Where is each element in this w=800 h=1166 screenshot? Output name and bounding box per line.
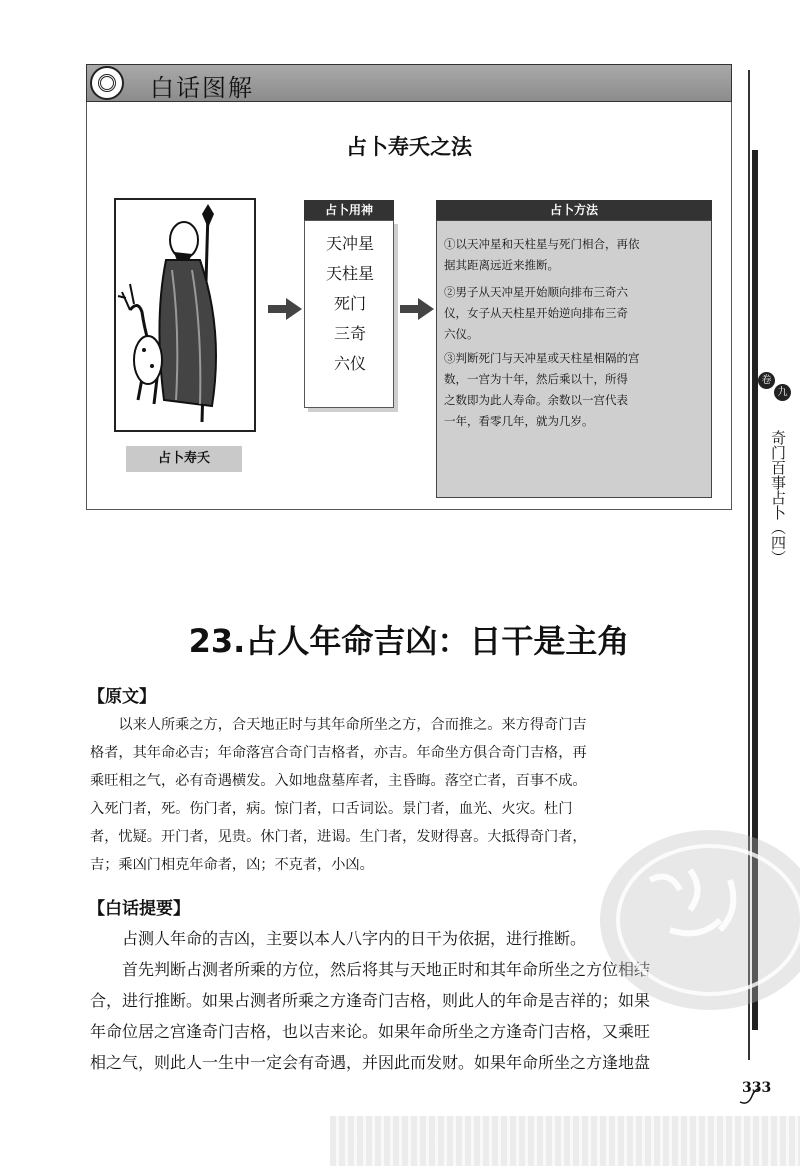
- volume-char: 卷: [758, 372, 775, 389]
- method-header: 占卜方法: [436, 200, 712, 220]
- list-item: 天冲星: [325, 234, 374, 253]
- arrow-right-icon: [268, 298, 302, 320]
- diagram-title: 占卜寿夭之法: [346, 135, 472, 159]
- page-curl-ornament: [738, 1086, 762, 1106]
- yongshen-header: 占卜用神: [304, 200, 394, 220]
- chapter-title-vertical: 奇门百事占卜（四）: [769, 430, 787, 565]
- method-line: ②男子从天冲星开始顺向排布三奇六: [444, 285, 628, 299]
- method-line: 一年，看零几年，就为几岁。: [444, 414, 594, 428]
- summary-heading: 【白话提要】: [88, 899, 190, 919]
- scan-edge-shadow: [330, 1116, 800, 1166]
- summary-line: 占测人年命的吉凶，主要以本人八字内的日干为依据，进行推断。: [90, 929, 587, 948]
- original-line: 以来人所乘之方，合天地正时与其年命所坐之方，合而推之。来方得奇门吉: [90, 717, 587, 733]
- summary-line: 年命位居之宫逢奇门吉格，也以吉来论。如果年命所坐之方逢奇门吉格，又乘旺: [90, 1022, 651, 1041]
- method-step-1: [444, 234, 706, 276]
- arrow-right-icon: [400, 298, 434, 320]
- volume-badge: [758, 372, 792, 398]
- method-line: 数，一宫为十年，然后乘以十，所得: [444, 372, 628, 386]
- method-line: 六仪。: [444, 327, 479, 341]
- longevity-god-illustration: [114, 198, 256, 432]
- summary-line: 合，进行推断。如果占测者所乘之方逢奇门吉格，则此人的年命是吉祥的；如果: [90, 991, 651, 1010]
- original-line: 格者，其年命必吉；年命落宫合奇门吉格者，亦吉。年命坐方俱合奇门吉格，再: [90, 745, 587, 761]
- original-text-heading: 【原文】: [88, 687, 156, 707]
- banner-title: 白话图解: [150, 74, 254, 102]
- watermark-seal: [560, 810, 800, 1010]
- summary-line: 首先判断占测者所乘的方位，然后将其与天地正时和其年命所坐之方位相结: [90, 960, 651, 979]
- original-line: 者，忧疑。开门者，见贵。休门者，进谒。生门者，发财得喜。大抵得奇门者，: [90, 829, 587, 845]
- original-line: 乘旺相之气，必有奇遇横发。入如地盘墓库者，主昏晦。落空亡者，百事不成。: [90, 773, 587, 789]
- method-line: ①以天冲星和天柱星与死门相合，再依: [444, 237, 640, 251]
- list-item: 天柱星: [325, 264, 374, 283]
- list-item: 死门: [333, 294, 366, 313]
- method-line: 之数即为此人寿命。余数以一宫代表: [444, 393, 628, 407]
- summary-line: 相之气，则此人一生中一定会有奇遇，并因此而发财。如果年命所坐之方逢地盘: [90, 1053, 651, 1072]
- emblem-icon: [90, 66, 124, 100]
- old-man-with-deer-icon: [116, 200, 254, 430]
- list-item: 六仪: [333, 354, 366, 373]
- method-line: 据其距离远近来推断。: [444, 258, 559, 272]
- volume-number: 九: [774, 384, 791, 401]
- original-line: 入死门者，死。伤门者，病。惊门者，口舌词讼。景门者，血光、火灾。杜门: [90, 801, 573, 817]
- page-number: 333: [742, 1080, 772, 1096]
- list-item: 三奇: [333, 324, 366, 343]
- original-line: 吉；乘凶门相克年命者，凶；不克者，小凶。: [90, 857, 374, 873]
- method-step-3: [444, 348, 706, 432]
- illustration-caption: 占卜寿夭: [126, 446, 242, 472]
- method-step-2: [444, 282, 706, 345]
- method-line: ③判断死门与天冲星或天柱星相隔的宫: [444, 351, 640, 365]
- method-line: 仪，女子从天柱星开始逆向排布三奇: [444, 306, 628, 320]
- section-title: 23.占人年命吉凶：日干是主角: [188, 622, 630, 660]
- yongshen-list: [304, 220, 394, 408]
